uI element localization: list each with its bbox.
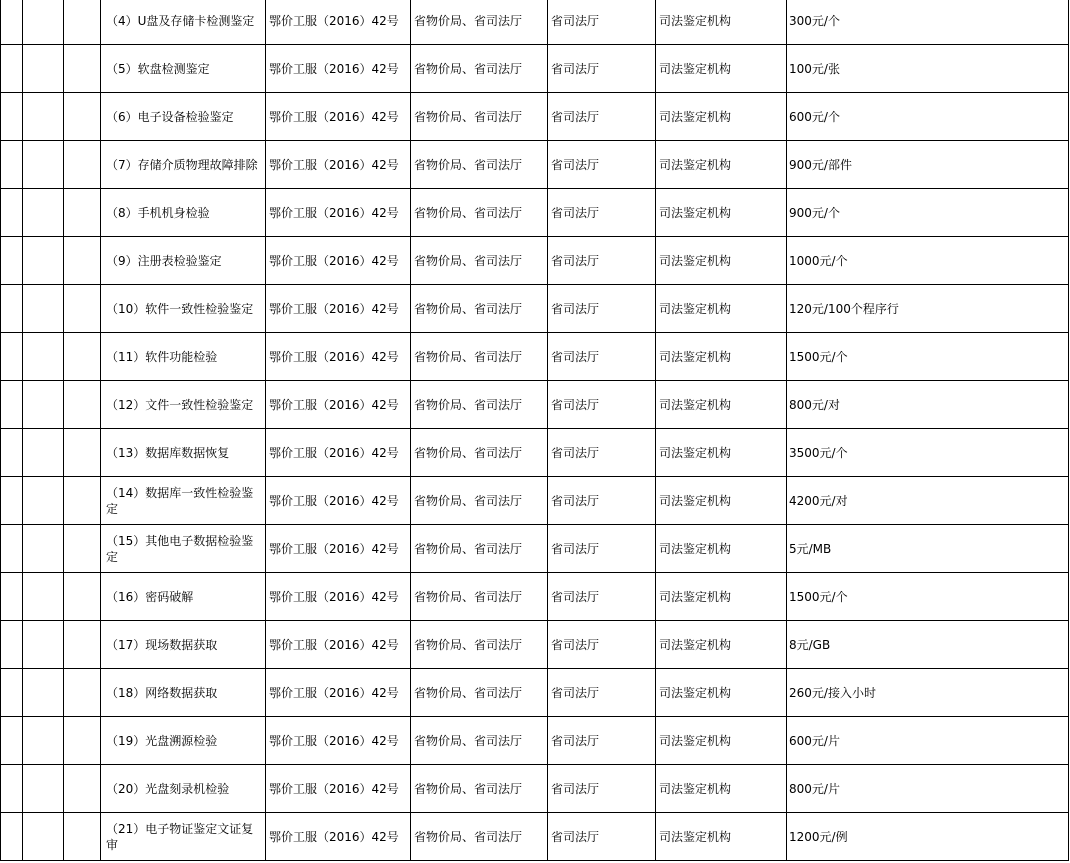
org-cell: 司法鉴定机构 <box>656 669 787 717</box>
blank-cell <box>1 381 23 429</box>
blank-cell <box>23 717 64 765</box>
item-cell: （8）手机机身检验 <box>101 189 266 237</box>
fee-cell: 600元/个 <box>787 93 1069 141</box>
fee-cell: 8元/GB <box>787 621 1069 669</box>
item-cell: （19）光盘溯源检验 <box>101 717 266 765</box>
org-cell: 司法鉴定机构 <box>656 45 787 93</box>
blank-cell <box>1 0 23 45</box>
supervisor-cell: 省司法厅 <box>548 669 656 717</box>
fee-table-body <box>1 0 1069 861</box>
table-row <box>1 381 1069 429</box>
item-cell: （4）U盘及存储卡检测鉴定 <box>101 0 266 45</box>
basis-cell: 鄂价工服（2016）42号 <box>266 237 411 285</box>
item-cell: （18）网络数据获取 <box>101 669 266 717</box>
basis-cell: 鄂价工服（2016）42号 <box>266 381 411 429</box>
fee-cell: 800元/对 <box>787 381 1069 429</box>
item-cell: （13）数据库数据恢复 <box>101 429 266 477</box>
pricing-dept-cell: 省物价局、省司法厅 <box>411 93 548 141</box>
blank-cell <box>64 381 101 429</box>
blank-cell <box>64 525 101 573</box>
table-row <box>1 621 1069 669</box>
basis-cell: 鄂价工服（2016）42号 <box>266 45 411 93</box>
item-cell: （12）文件一致性检验鉴定 <box>101 381 266 429</box>
supervisor-cell: 省司法厅 <box>548 285 656 333</box>
blank-cell <box>64 189 101 237</box>
blank-cell <box>64 669 101 717</box>
supervisor-cell: 省司法厅 <box>548 237 656 285</box>
basis-cell: 鄂价工服（2016）42号 <box>266 621 411 669</box>
supervisor-cell: 省司法厅 <box>548 333 656 381</box>
pricing-dept-cell: 省物价局、省司法厅 <box>411 669 548 717</box>
basis-cell: 鄂价工服（2016）42号 <box>266 141 411 189</box>
pricing-dept-cell: 省物价局、省司法厅 <box>411 381 548 429</box>
item-cell: （5）软盘检测鉴定 <box>101 45 266 93</box>
supervisor-cell: 省司法厅 <box>548 141 656 189</box>
supervisor-cell: 省司法厅 <box>548 189 656 237</box>
fee-cell: 3500元/个 <box>787 429 1069 477</box>
item-cell: （9）注册表检验鉴定 <box>101 237 266 285</box>
org-cell: 司法鉴定机构 <box>656 189 787 237</box>
pricing-dept-cell: 省物价局、省司法厅 <box>411 0 548 45</box>
pricing-dept-cell: 省物价局、省司法厅 <box>411 333 548 381</box>
item-cell: （15）其他电子数据检验鉴定 <box>101 525 266 573</box>
blank-cell <box>64 717 101 765</box>
fee-cell: 800元/片 <box>787 765 1069 813</box>
org-cell: 司法鉴定机构 <box>656 813 787 861</box>
table-row <box>1 93 1069 141</box>
item-cell: （6）电子设备检验鉴定 <box>101 93 266 141</box>
basis-cell: 鄂价工服（2016）42号 <box>266 765 411 813</box>
blank-cell <box>64 285 101 333</box>
table-row <box>1 45 1069 93</box>
supervisor-cell: 省司法厅 <box>548 765 656 813</box>
fee-cell: 1200元/例 <box>787 813 1069 861</box>
blank-cell <box>23 669 64 717</box>
blank-cell <box>64 93 101 141</box>
blank-cell <box>1 45 23 93</box>
blank-cell <box>64 573 101 621</box>
blank-cell <box>1 333 23 381</box>
blank-cell <box>1 525 23 573</box>
org-cell: 司法鉴定机构 <box>656 333 787 381</box>
table-row <box>1 237 1069 285</box>
blank-cell <box>23 765 64 813</box>
blank-cell <box>23 45 64 93</box>
item-cell: （10）软件一致性检验鉴定 <box>101 285 266 333</box>
table-row <box>1 669 1069 717</box>
fee-cell: 1500元/个 <box>787 573 1069 621</box>
blank-cell <box>1 237 23 285</box>
pricing-dept-cell: 省物价局、省司法厅 <box>411 429 548 477</box>
fee-cell: 900元/个 <box>787 189 1069 237</box>
org-cell: 司法鉴定机构 <box>656 0 787 45</box>
blank-cell <box>1 93 23 141</box>
pricing-dept-cell: 省物价局、省司法厅 <box>411 285 548 333</box>
org-cell: 司法鉴定机构 <box>656 525 787 573</box>
blank-cell <box>64 0 101 45</box>
org-cell: 司法鉴定机构 <box>656 381 787 429</box>
pricing-dept-cell: 省物价局、省司法厅 <box>411 813 548 861</box>
blank-cell <box>23 477 64 525</box>
basis-cell: 鄂价工服（2016）42号 <box>266 333 411 381</box>
table-row <box>1 189 1069 237</box>
blank-cell <box>1 621 23 669</box>
item-cell: （21）电子物证鉴定文证复审 <box>101 813 266 861</box>
basis-cell: 鄂价工服（2016）42号 <box>266 0 411 45</box>
blank-cell <box>1 429 23 477</box>
item-cell: （7）存储介质物理故障排除 <box>101 141 266 189</box>
blank-cell <box>64 333 101 381</box>
blank-cell <box>23 813 64 861</box>
blank-cell <box>23 141 64 189</box>
org-cell: 司法鉴定机构 <box>656 717 787 765</box>
org-cell: 司法鉴定机构 <box>656 573 787 621</box>
blank-cell <box>1 573 23 621</box>
basis-cell: 鄂价工服（2016）42号 <box>266 573 411 621</box>
table-row <box>1 717 1069 765</box>
blank-cell <box>1 285 23 333</box>
item-cell: （20）光盘刻录机检验 <box>101 765 266 813</box>
blank-cell <box>1 189 23 237</box>
supervisor-cell: 省司法厅 <box>548 429 656 477</box>
org-cell: 司法鉴定机构 <box>656 621 787 669</box>
table-row <box>1 573 1069 621</box>
pricing-dept-cell: 省物价局、省司法厅 <box>411 141 548 189</box>
blank-cell <box>23 525 64 573</box>
basis-cell: 鄂价工服（2016）42号 <box>266 525 411 573</box>
table-row <box>1 285 1069 333</box>
supervisor-cell: 省司法厅 <box>548 45 656 93</box>
pricing-dept-cell: 省物价局、省司法厅 <box>411 717 548 765</box>
supervisor-cell: 省司法厅 <box>548 381 656 429</box>
basis-cell: 鄂价工服（2016）42号 <box>266 429 411 477</box>
blank-cell <box>23 237 64 285</box>
table-row <box>1 525 1069 573</box>
blank-cell <box>23 93 64 141</box>
fee-cell: 1000元/个 <box>787 237 1069 285</box>
supervisor-cell: 省司法厅 <box>548 0 656 45</box>
blank-cell <box>64 621 101 669</box>
org-cell: 司法鉴定机构 <box>656 429 787 477</box>
pricing-dept-cell: 省物价局、省司法厅 <box>411 765 548 813</box>
basis-cell: 鄂价工服（2016）42号 <box>266 477 411 525</box>
blank-cell <box>64 813 101 861</box>
table-row <box>1 477 1069 525</box>
table-row <box>1 333 1069 381</box>
pricing-dept-cell: 省物价局、省司法厅 <box>411 621 548 669</box>
pricing-dept-cell: 省物价局、省司法厅 <box>411 525 548 573</box>
blank-cell <box>1 477 23 525</box>
blank-cell <box>1 717 23 765</box>
fee-cell: 900元/部件 <box>787 141 1069 189</box>
fee-cell: 260元/接入小时 <box>787 669 1069 717</box>
pricing-dept-cell: 省物价局、省司法厅 <box>411 477 548 525</box>
fee-cell: 5元/MB <box>787 525 1069 573</box>
blank-cell <box>1 813 23 861</box>
supervisor-cell: 省司法厅 <box>548 813 656 861</box>
org-cell: 司法鉴定机构 <box>656 285 787 333</box>
fee-cell: 4200元/对 <box>787 477 1069 525</box>
item-cell: （11）软件功能检验 <box>101 333 266 381</box>
table-row <box>1 141 1069 189</box>
blank-cell <box>1 765 23 813</box>
blank-cell <box>64 429 101 477</box>
blank-cell <box>23 189 64 237</box>
org-cell: 司法鉴定机构 <box>656 93 787 141</box>
fee-cell: 100元/张 <box>787 45 1069 93</box>
supervisor-cell: 省司法厅 <box>548 573 656 621</box>
fee-cell: 600元/片 <box>787 717 1069 765</box>
blank-cell <box>23 0 64 45</box>
item-cell: （14）数据库一致性检验鉴定 <box>101 477 266 525</box>
table-row <box>1 765 1069 813</box>
blank-cell <box>64 237 101 285</box>
supervisor-cell: 省司法厅 <box>548 93 656 141</box>
pricing-dept-cell: 省物价局、省司法厅 <box>411 237 548 285</box>
blank-cell <box>23 285 64 333</box>
table-row <box>1 0 1069 45</box>
blank-cell <box>64 765 101 813</box>
basis-cell: 鄂价工服（2016）42号 <box>266 717 411 765</box>
pricing-dept-cell: 省物价局、省司法厅 <box>411 45 548 93</box>
item-cell: （17）现场数据获取 <box>101 621 266 669</box>
supervisor-cell: 省司法厅 <box>548 525 656 573</box>
supervisor-cell: 省司法厅 <box>548 621 656 669</box>
blank-cell <box>1 669 23 717</box>
blank-cell <box>23 621 64 669</box>
table-row <box>1 429 1069 477</box>
blank-cell <box>1 141 23 189</box>
blank-cell <box>64 45 101 93</box>
org-cell: 司法鉴定机构 <box>656 237 787 285</box>
basis-cell: 鄂价工服（2016）42号 <box>266 93 411 141</box>
blank-cell <box>23 429 64 477</box>
pricing-dept-cell: 省物价局、省司法厅 <box>411 573 548 621</box>
supervisor-cell: 省司法厅 <box>548 477 656 525</box>
supervisor-cell: 省司法厅 <box>548 717 656 765</box>
table-row <box>1 813 1069 861</box>
blank-cell <box>23 333 64 381</box>
blank-cell <box>64 141 101 189</box>
fee-cell: 120元/100个程序行 <box>787 285 1069 333</box>
basis-cell: 鄂价工服（2016）42号 <box>266 189 411 237</box>
basis-cell: 鄂价工服（2016）42号 <box>266 813 411 861</box>
fee-cell: 1500元/个 <box>787 333 1069 381</box>
org-cell: 司法鉴定机构 <box>656 765 787 813</box>
blank-cell <box>23 381 64 429</box>
basis-cell: 鄂价工服（2016）42号 <box>266 669 411 717</box>
blank-cell <box>23 573 64 621</box>
pricing-dept-cell: 省物价局、省司法厅 <box>411 189 548 237</box>
blank-cell <box>64 477 101 525</box>
basis-cell: 鄂价工服（2016）42号 <box>266 285 411 333</box>
item-cell: （16）密码破解 <box>101 573 266 621</box>
org-cell: 司法鉴定机构 <box>656 477 787 525</box>
fee-cell: 300元/个 <box>787 0 1069 45</box>
org-cell: 司法鉴定机构 <box>656 141 787 189</box>
